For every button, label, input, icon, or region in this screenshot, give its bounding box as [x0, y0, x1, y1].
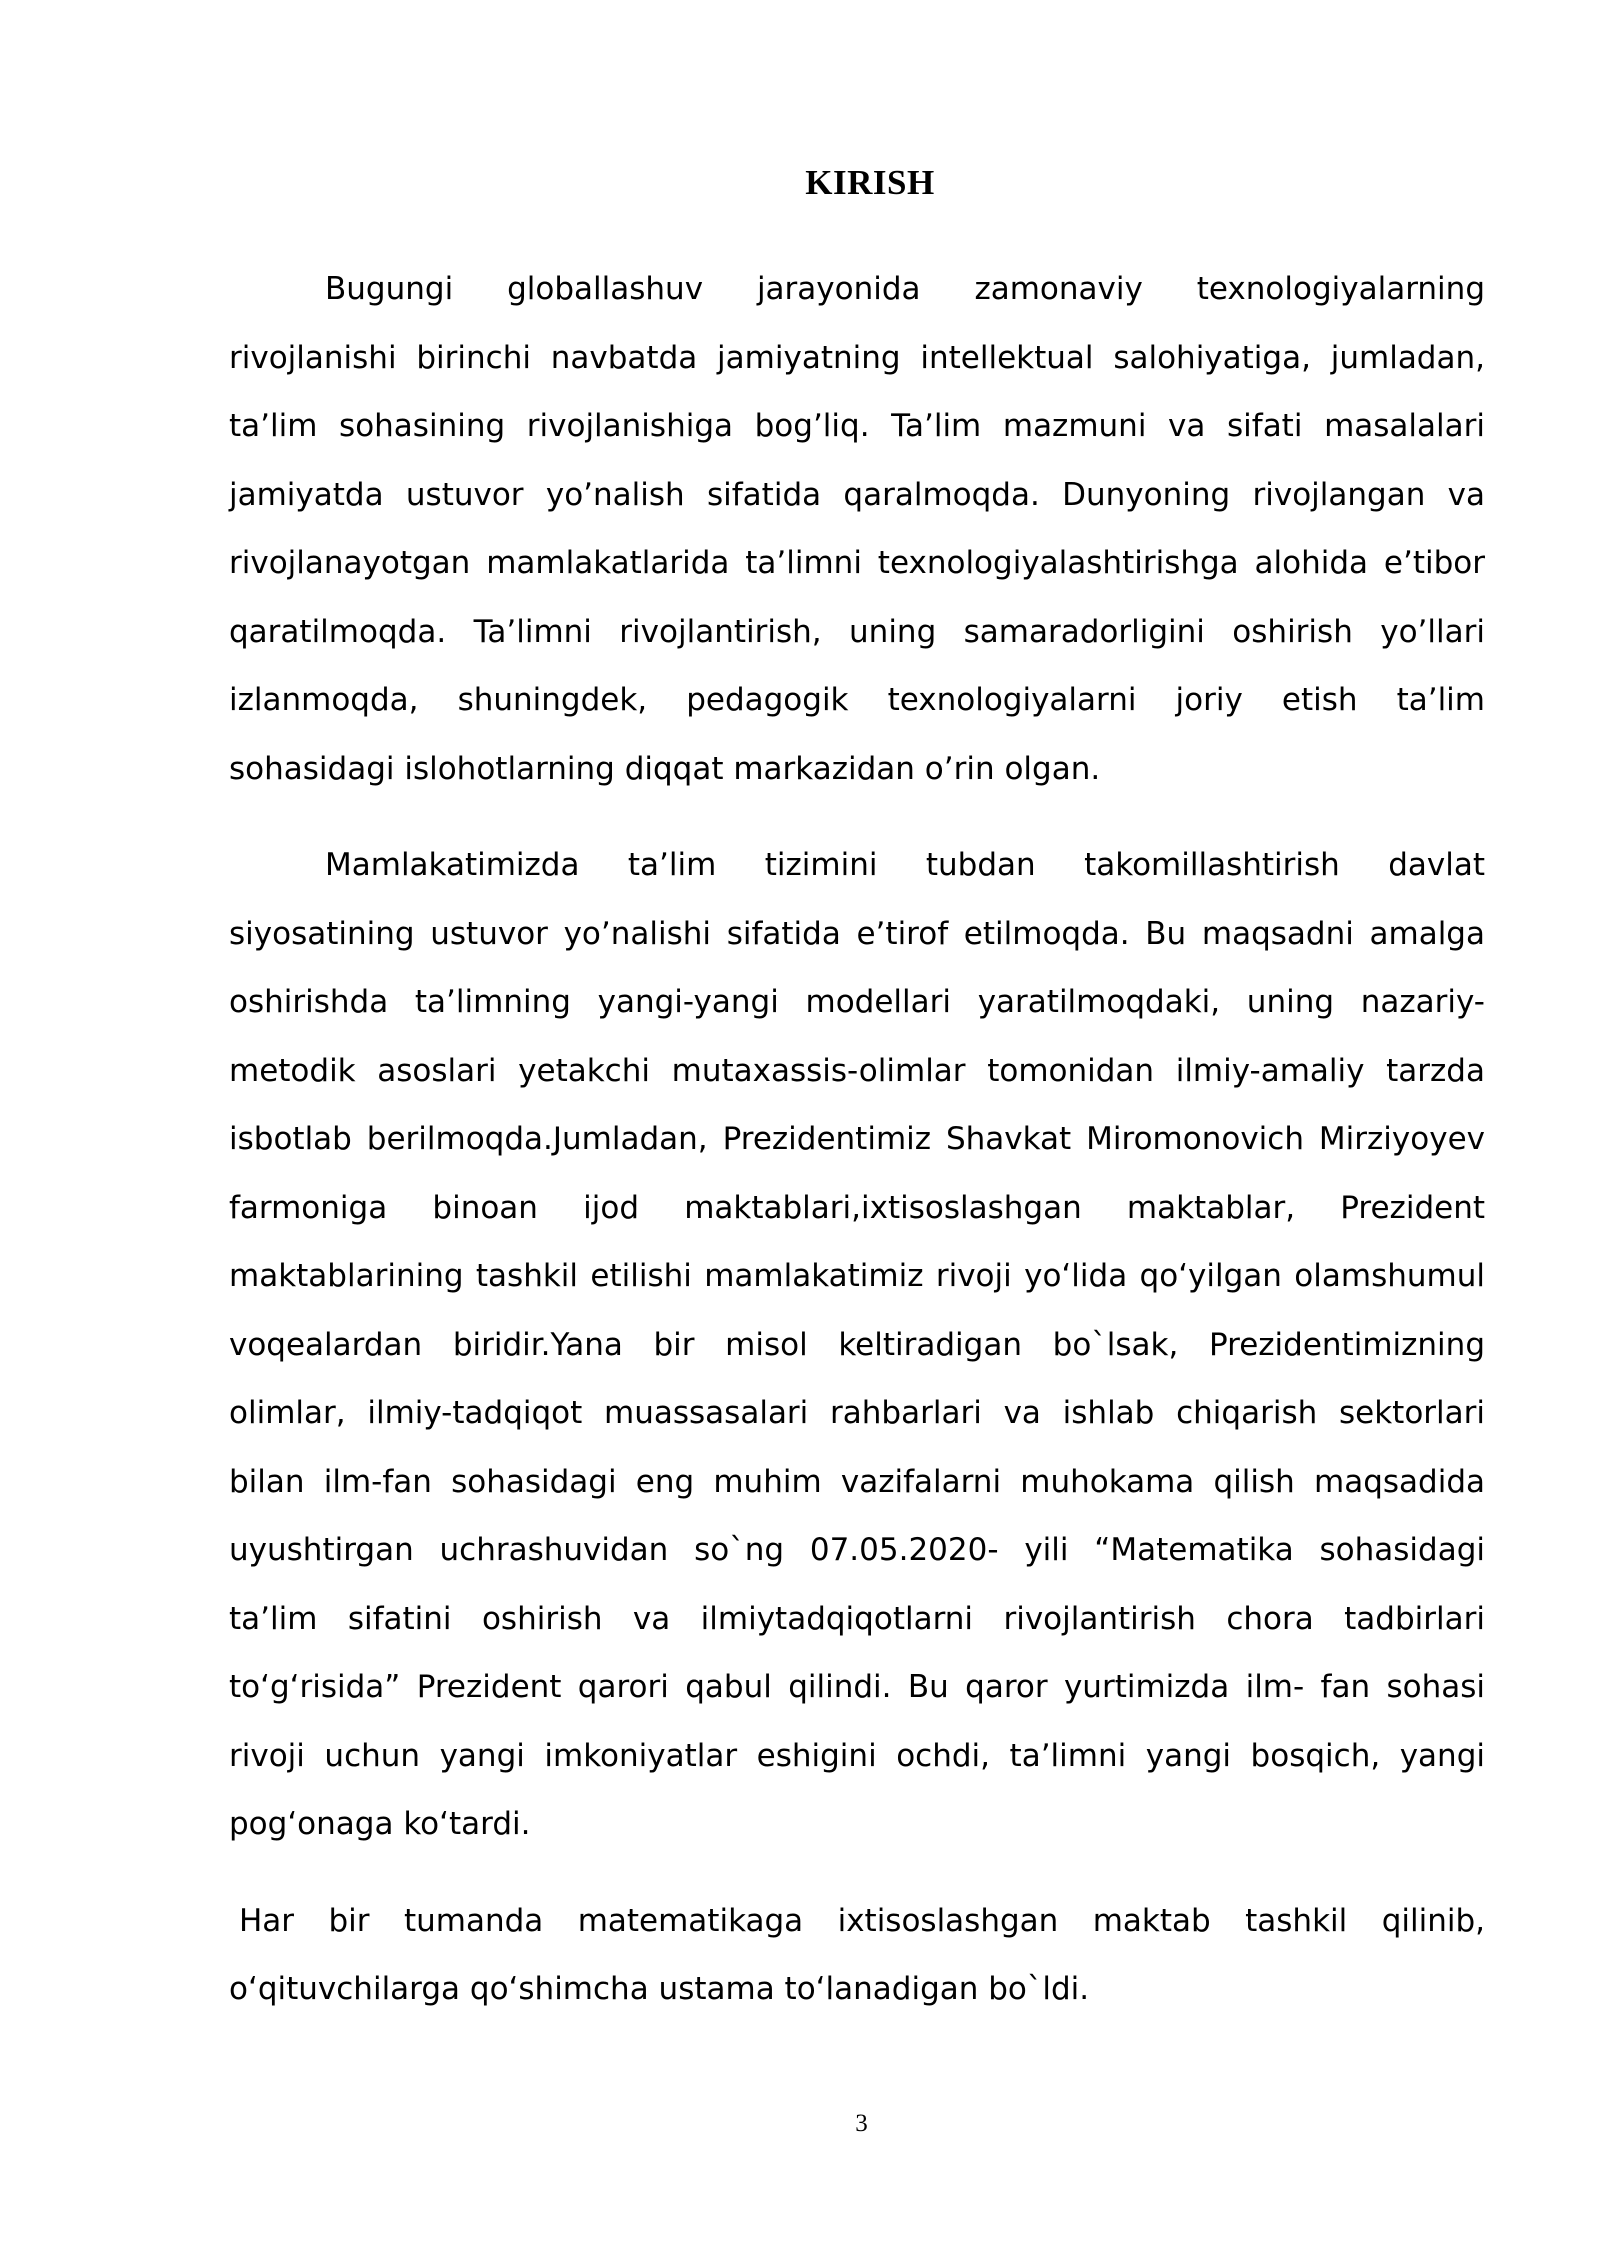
paragraph-education-reform: Mamlakatimizda ta’lim tizimini tubdan takomillashtirish davlat siyosatining ustuvor yo’nalishi sifatida e’tirof etilmoqda. Bu maqsadni amalga oshirishda ta’limning yangi-yangi modellari yaratilmoqdaki, uning nazariy-metodik asoslari yetakchi mutaxassis-olimlar tomonidan ilmiy-amaliy tarzda isbotlab berilmoqda.Jumladan, Prezidentimiz Shavkat Miromonovich Mirziyoyev farmoniga binoan ijod maktablari,ixtisoslashgan maktablar, Prezident maktablarining tashkil etilishi mamlakatimiz rivoji yoʻlida qoʻyilgan olamshumul voqealardan biridir.Yana bir misol keltiradigan bo`lsak, Prezidentimizning olimlar, ilmiy-tadqiqot muassasalari rahbarlari va ishlab chiqarish sektorlari bilan ilm-fan sohasidagi eng muhim vazifalarni muhokama qilish maqsadida uyushtirgan uchrashuvidan so`ng 07.05.2020- yili “Matematika sohasidagi ta’lim sifatini oshirish va ilmiytadqiqotlarni rivojlantirish chora tadbirlari toʻgʻrisida” Prezident qarori qabul qilindi. Bu qaror yurtimizda ilm- fan sohasi rivoji uchun yangi imkoniyatlar eshigini ochdi, ta’limni yangi bosqich, yangi pogʻonaga koʻtardi. — [229, 847, 1485, 1842]
section-heading: KIRISH — [805, 163, 935, 202]
paragraph-intro: Bugungi globallashuv jarayonida zamonaviy texnologiyalarning rivojlanishi birinchi navbatda jamiyatning intellektual salohiyatiga, jumladan, ta’lim sohasining rivojlanishiga bog’liq. Ta’lim mazmuni va sifati masalalari jamiyatda ustuvor yo’nalish sifatida qaralmoqda. Dunyoning rivojlangan va rivojlanayotgan mamlakatlarida ta’limni texnologiyalashtirishga alohida e’tibor qaratilmoqda. Ta’limni rivojlantirish, uning samaradorligini oshirish yo’llari izlanmoqda, shuningdek, pedagogik texnologiyalarni joriy etish ta’lim sohasidagi islohotlarning diqqat markazidan o’rin olgan. — [229, 271, 1485, 787]
body-text — [229, 255, 1485, 2024]
paragraph-math-schools: Har bir tumanda matematikaga ixtisoslashgan maktab tashkil qilinib, oʻqituvchilarga qoʻshimcha ustama toʻlanadigan bo`ldi. — [229, 1902, 1485, 2007]
page-number: 3 — [855, 2110, 868, 2137]
